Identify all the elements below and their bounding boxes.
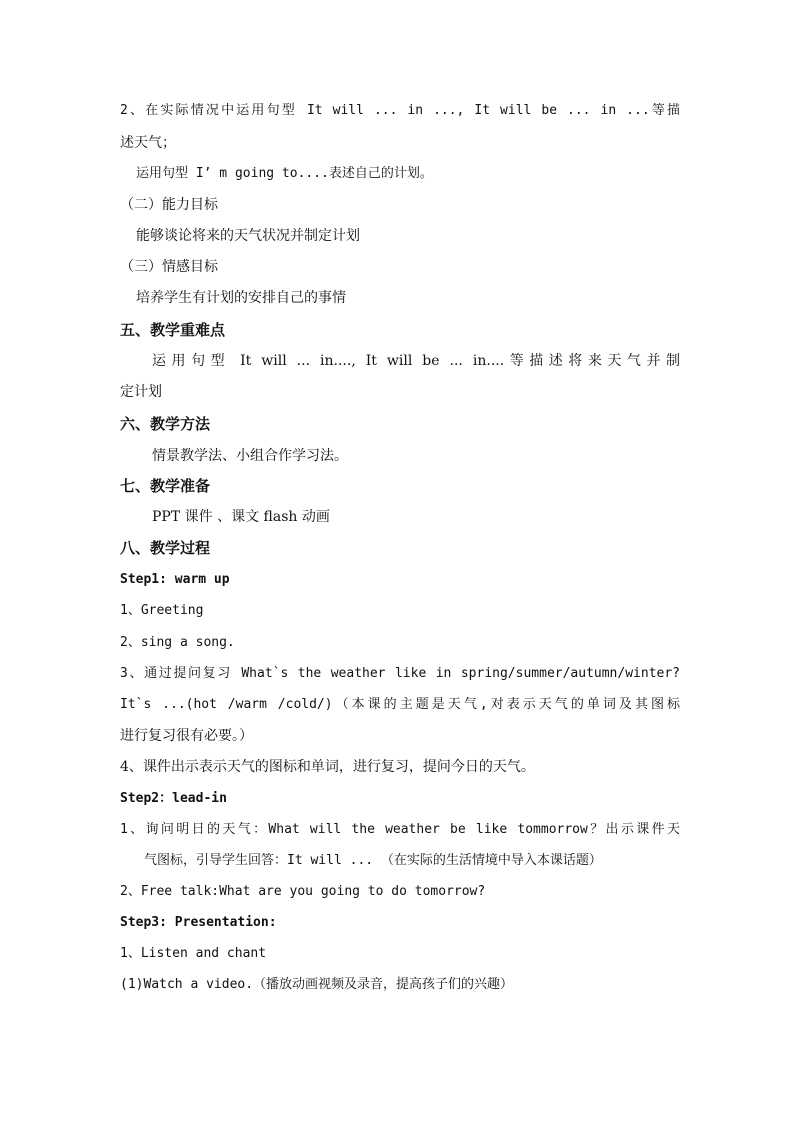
emotion-goal-heading: （三）情感目标: [120, 259, 218, 275]
teaching-methods-text: 情景教学法、小组合作学习法。: [152, 448, 348, 464]
step3-item-1-subitem: (1)Watch a video.（播放动画视频及录音，提高孩子们的兴趣）: [120, 977, 514, 992]
step1-heading: Step1: warm up: [120, 572, 230, 587]
step1-item-2: 2、sing a song.: [120, 635, 235, 650]
section-8-heading: 八、教学过程: [120, 539, 211, 557]
step1-item-3-line-3: 进行复习很有必要。）: [120, 728, 253, 744]
key-difficulty-line-1: 运用句型 It will ... in...., It will be ... in....等描述将来天气并制: [152, 353, 680, 369]
section-7-heading: 七、教学准备: [120, 477, 211, 495]
step3-heading: Step3: Presentation:: [120, 915, 277, 930]
step1-item-3-line-1: 3、通过提问复习 What`s the weather like in spring/summer/autumn/winter?: [120, 666, 680, 681]
step2-item-1-line-1: 1、询问明日的天气：What will the weather be like tommorrow？出示课件天: [120, 822, 680, 837]
step2-item-2: 2、Free talk:What are you going to do tomorrow?: [120, 884, 486, 899]
step3-item-1: 1、Listen and chant: [120, 946, 267, 961]
teaching-preparation-text: PPT 课件 、课文 flash 动画: [152, 509, 330, 525]
key-difficulty-line-2: 定计划: [120, 384, 162, 400]
ability-goal-heading: （二）能力目标: [120, 197, 218, 213]
emotion-goal-text: 培养学生有计划的安排自己的事情: [136, 290, 346, 306]
step2-item-1-line-2: 气图标，引导学生回答：It will ... （在实际的生活情境中导入本课话题）: [144, 853, 602, 868]
objective-2-sentence-pattern: 运用句型 I’ m going to....表述自己的计划。: [136, 166, 433, 181]
section-5-heading: 五、教学重难点: [120, 321, 226, 339]
section-6-heading: 六、教学方法: [120, 415, 211, 433]
objective-2-line-2: 述天气；: [120, 135, 176, 151]
ability-goal-text: 能够谈论将来的天气状况并制定计划: [136, 228, 360, 244]
step1-item-3-line-2: It`s ...(hot /warm /cold/)（本课的主题是天气,对表示天气的单词及其图标: [120, 697, 680, 712]
step2-heading: Step2：lead-in: [120, 791, 227, 806]
objective-2-line-1: 2、在实际情况中运用句型 It will ... in ..., It will be ... in ...等描: [120, 103, 680, 118]
step1-item-4: 4、课件出示表示天气的图标和单词，进行复习，提问今日的天气。: [120, 759, 535, 775]
step1-item-1: 1、Greeting: [120, 603, 204, 618]
